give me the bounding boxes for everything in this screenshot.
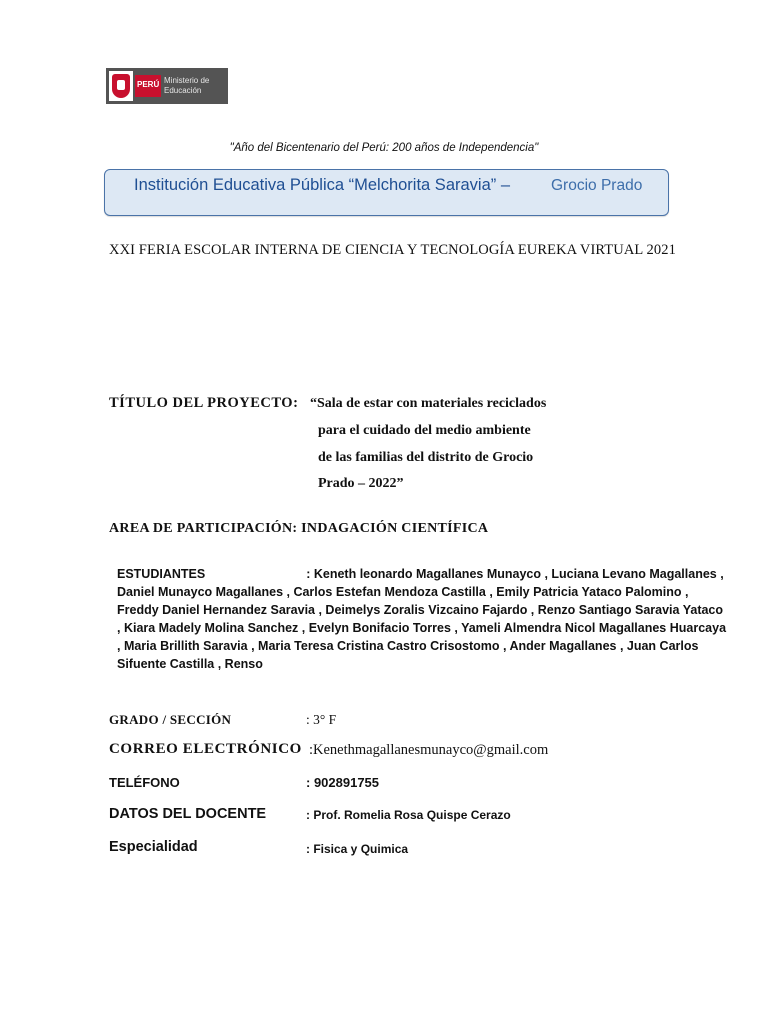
- students-paragraph: [117, 565, 729, 673]
- students-label: ESTUDIANTES: [117, 567, 206, 581]
- ministry-name: Ministerio de Educación: [164, 76, 210, 95]
- students-names: Keneth leonardo Magallanes Munayco , Luciana Levano Magallanes , Daniel Munayco Magallanes , Carlos Estefan Mendoza Castilla , Emily Patricia Yataco Palomino , Freddy Daniel Hernandez Saravia , Deimelys Zoralis Vizcaino Fajardo , Renzo Santiago Saravia Yataco , Kiara Madely Molina Sanchez , Evelyn Bonifacio Torres , Yameli Almendra Nicol Magallanes Huarcaya , Maria Brillith Saravia , Maria Teresa Cristina Castro Crisostomo , Ander Magallanes , Juan Carlos Sifuente Castilla , Renso: [117, 567, 727, 671]
- teacher-label: DATOS DEL DOCENTE: [109, 806, 267, 822]
- project-title-line: Prado – 2022”: [318, 476, 404, 491]
- institution-name: Institución Educativa Pública “Melchorita Saravia” –: [134, 176, 511, 194]
- fair-title: XXI FERIA ESCOLAR INTERNA DE CIENCIA Y TECNOLOGÍA EUREKA VIRTUAL 2021: [109, 242, 676, 258]
- ministry-logo: [106, 68, 228, 104]
- peru-badge: PERÚ: [135, 75, 161, 97]
- phone-value: : 902891755: [306, 775, 380, 790]
- project-title-label: TÍTULO DEL PROYECTO:: [109, 395, 299, 411]
- institution-place: Grocio Prado: [551, 177, 643, 194]
- project-title-line: “Sala de estar con materiales reciclados: [310, 396, 547, 411]
- year-motto: "Año del Bicentenario del Perú: 200 años de Independencia": [229, 142, 539, 154]
- project-title-line: de las familias del distrito de Grocio: [318, 450, 534, 465]
- participation-area: AREA DE PARTICIPACIÓN: INDAGACIÓN CIENTÍFICA: [109, 521, 489, 536]
- phone-label: TELÉFONO: [109, 775, 180, 790]
- students-separator: :: [306, 567, 311, 581]
- grade-value: : 3° F: [306, 712, 337, 727]
- specialty-label: Especialidad: [109, 839, 198, 855]
- email-label: CORREO ELECTRÓNICO: [109, 741, 302, 757]
- grade-label: GRADO / SECCIÓN: [109, 712, 232, 727]
- specialty-value: : Fisica y Quimica: [306, 842, 409, 856]
- project-title-line: para el cuidado del medio ambiente: [318, 423, 531, 438]
- email-value: :Kenethmagallanesmunayco@gmail.com: [309, 742, 549, 758]
- teacher-value: : Prof. Romelia Rosa Quispe Cerazo: [306, 808, 511, 822]
- coat-of-arms-icon: [109, 71, 133, 101]
